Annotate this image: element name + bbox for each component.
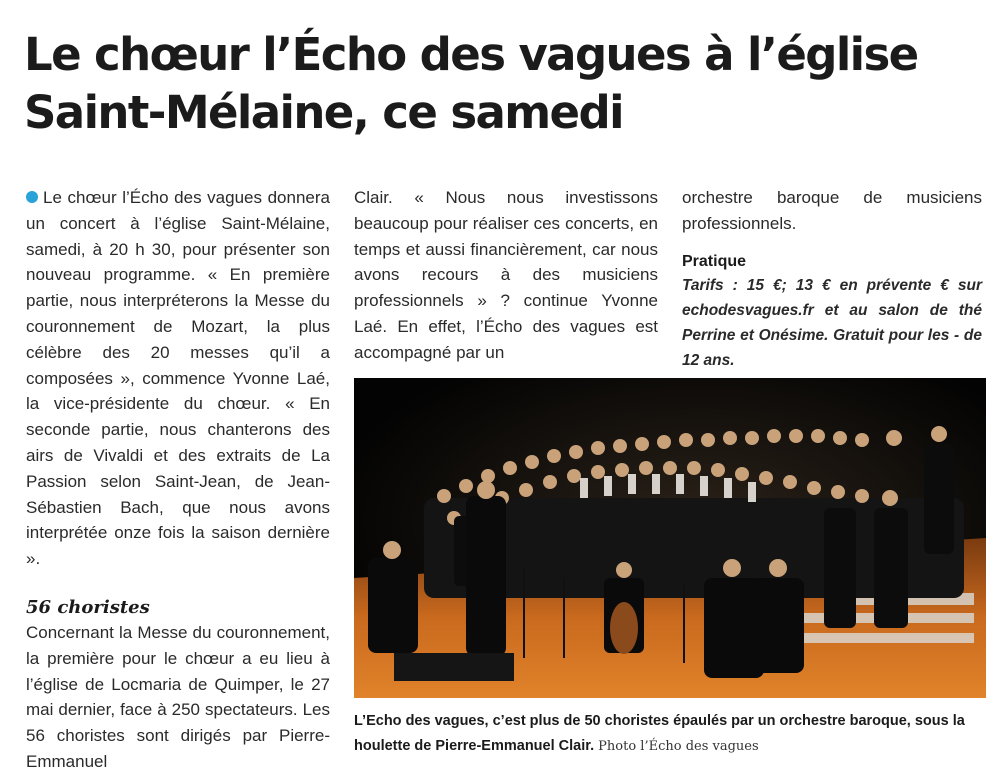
body-paragraph: orchestre baroque de musiciens professionnels. [682,188,982,233]
photo-caption [354,709,990,759]
concert-photo [354,378,986,698]
article-column-1 [26,185,330,775]
concert-photo-illustration [354,378,986,698]
bullet-icon [26,191,38,203]
photo-credit: Photo l’Écho des vagues [598,739,759,754]
info-box-text: Tarifs : 15 €; 13 € en prévente € sur echodesvagues.fr et au salon de thé Perrine et Onésime. Gratuit pour les - de 12 ans. [682,276,982,369]
intro-text: Le chœur l’Écho des vagues donnera un concert à l’église Saint-Mélaine, samedi, à 20 h 30, pour présenter son nouveau programme. « En première partie, nous interpréterons la Messe du couronnement de Mozart, la plus célèbre des 20 messes qu’il a composées », commence Yvonne Laé, la vice-présidente du chœur. « En seconde partie, nous chanterons des airs de Vivaldi et des extraits de La Passion selon Saint-Jean, de Jean-Sébastien Bach, que nous avons interprétée onze fois la saison dernière ». [26,188,330,569]
body-paragraph: Clair. « Nous nous investissons beaucoup pour réaliser ces concerts, en temps et aussi financièrement, car nous avons recours à des musiciens professionnels » ? continue Yvonne Laé. En effet, l’Écho des vagues est accompagné par un [354,188,658,362]
subheading: 56 choristes [26,596,150,618]
info-box-title: Pratique [682,252,747,270]
body-paragraph: Concernant la Messe du couronnement, la première pour le chœur a eu lieu à l’église de Locmaria de Quimper, le 27 mai dernier, face à 250 spectateurs. Les 56 choristes sont dirigés par Pierre-Emmanuel [26,622,330,771]
caption-text: L’Echo des vagues, c’est plus de 50 choristes épaulés par un orchestre baroque, sous la houlette de Pierre-Emmanuel Clair. [354,713,965,754]
article-column-3 [682,185,982,373]
intro-paragraph [26,185,330,572]
article-column-2 [354,185,658,366]
headline: Le chœur l’Écho des vagues à l’église Saint-Mélaine, ce samedi [24,28,918,139]
